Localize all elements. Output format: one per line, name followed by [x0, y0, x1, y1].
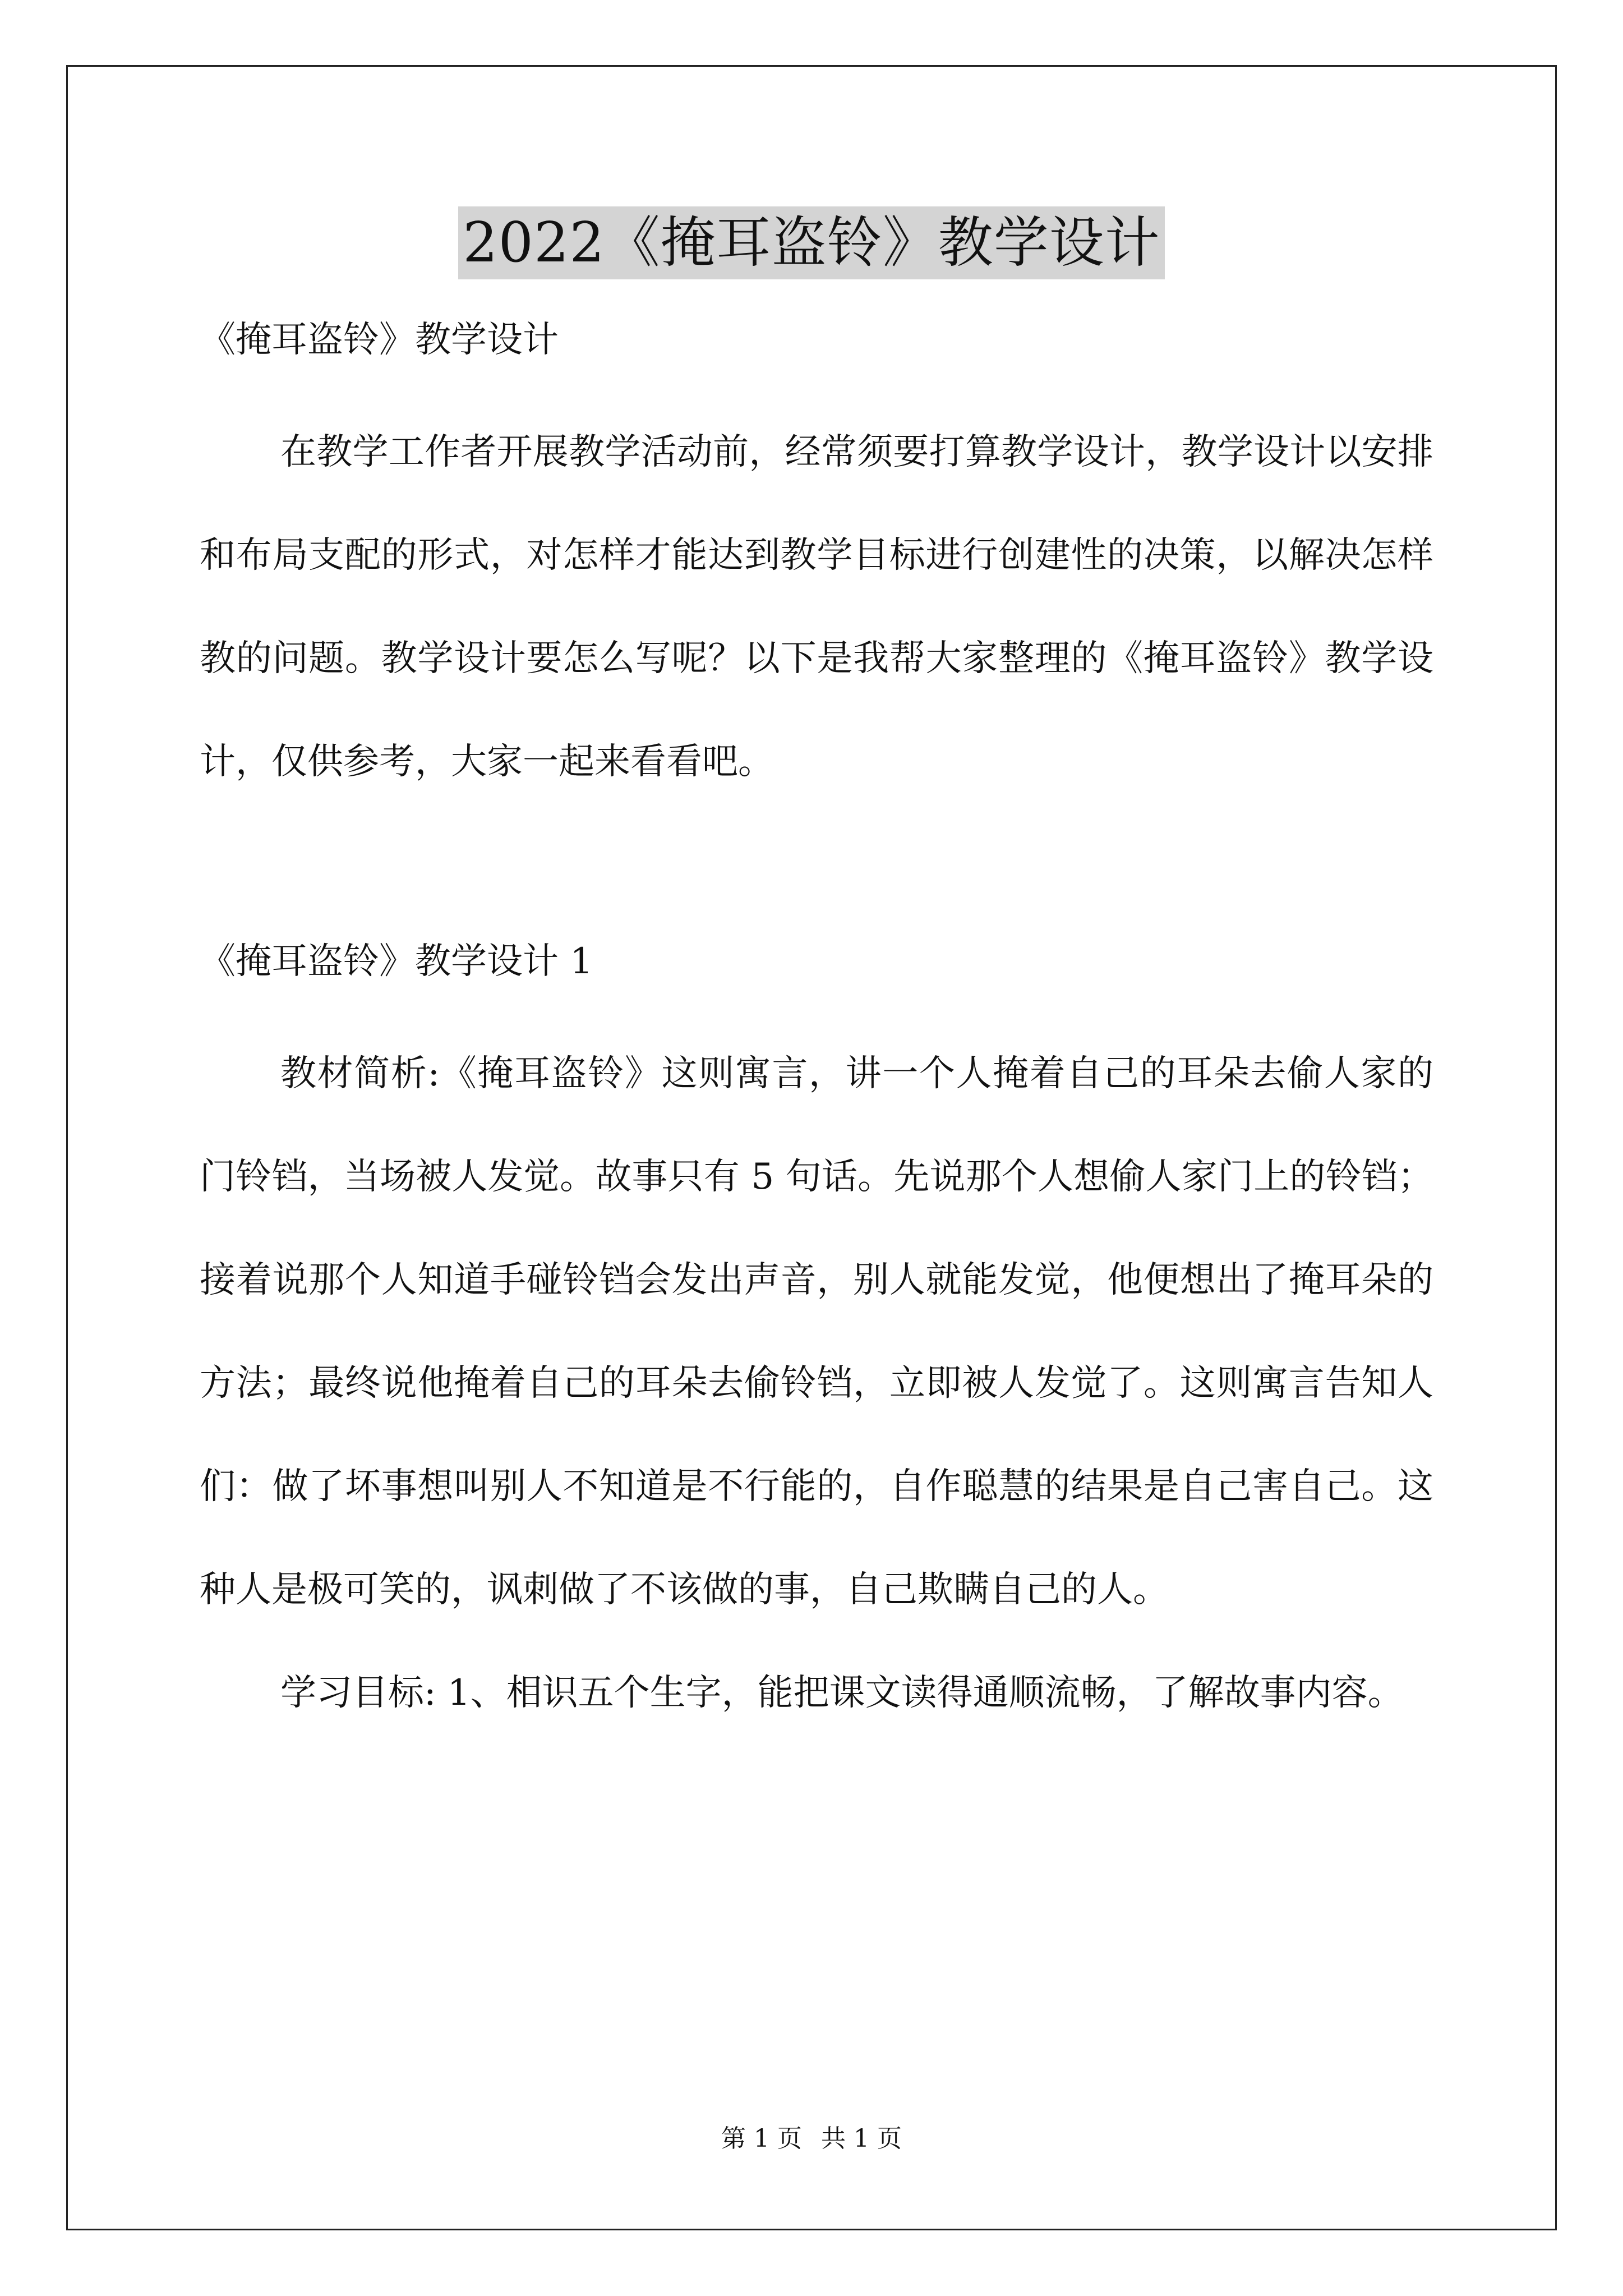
spacer [200, 813, 1433, 937]
document-body [200, 315, 1433, 1745]
document-title: 2022《掩耳盗铃》教学设计 [458, 206, 1164, 279]
page-footer [0, 2122, 1623, 2156]
title-container [0, 206, 1623, 279]
section1-paragraph-1: 教材简析:《掩耳盗铃》这则寓言，讲一个人掩着自己的耳朵去偷人家的门铃铛，当场被人发觉。故事只有 5 句话。先说那个人想偷人家门上的铃铛；接着说那个人知道手碰铃铛会发出声音，别人就能发觉，他便想出了掩耳朵的方法；最终说他掩着自己的耳朵去偷铃铛，立即被人发觉了。这则寓言告知人们：做了坏事想叫别人不知道是不行能的，自作聪慧的结果是自己害自己。这种人是极可笑的，讽刺做了不该做的事，自己欺瞒自己的人。 [200, 1053, 1433, 1611]
spacer [200, 986, 1433, 1022]
page-total: 共 1 页 [821, 2124, 902, 2153]
intro-paragraph: 在教学工作者开展教学活动前，经常须要打算教学设计，教学设计以安排和布局支配的形式，对怎样才能达到教学目标进行创建性的决策，以解决怎样教的问题。教学设计要怎么写呢？以下是我帮大家整理的《掩耳盗铃》教学设计，仅供参考，大家一起来看看吧。 [200, 431, 1433, 783]
page-number: 第 1 页 [721, 2124, 802, 2153]
spacer [200, 365, 1433, 401]
intro-heading: 《掩耳盗铃》教学设计 [200, 319, 559, 361]
section1-heading: 《掩耳盗铃》教学设计 1 [200, 941, 593, 982]
section1-paragraph-2: 学习目标: 1、相识五个生字，能把课文读得通顺流畅，了解故事内容。 [280, 1672, 1404, 1714]
